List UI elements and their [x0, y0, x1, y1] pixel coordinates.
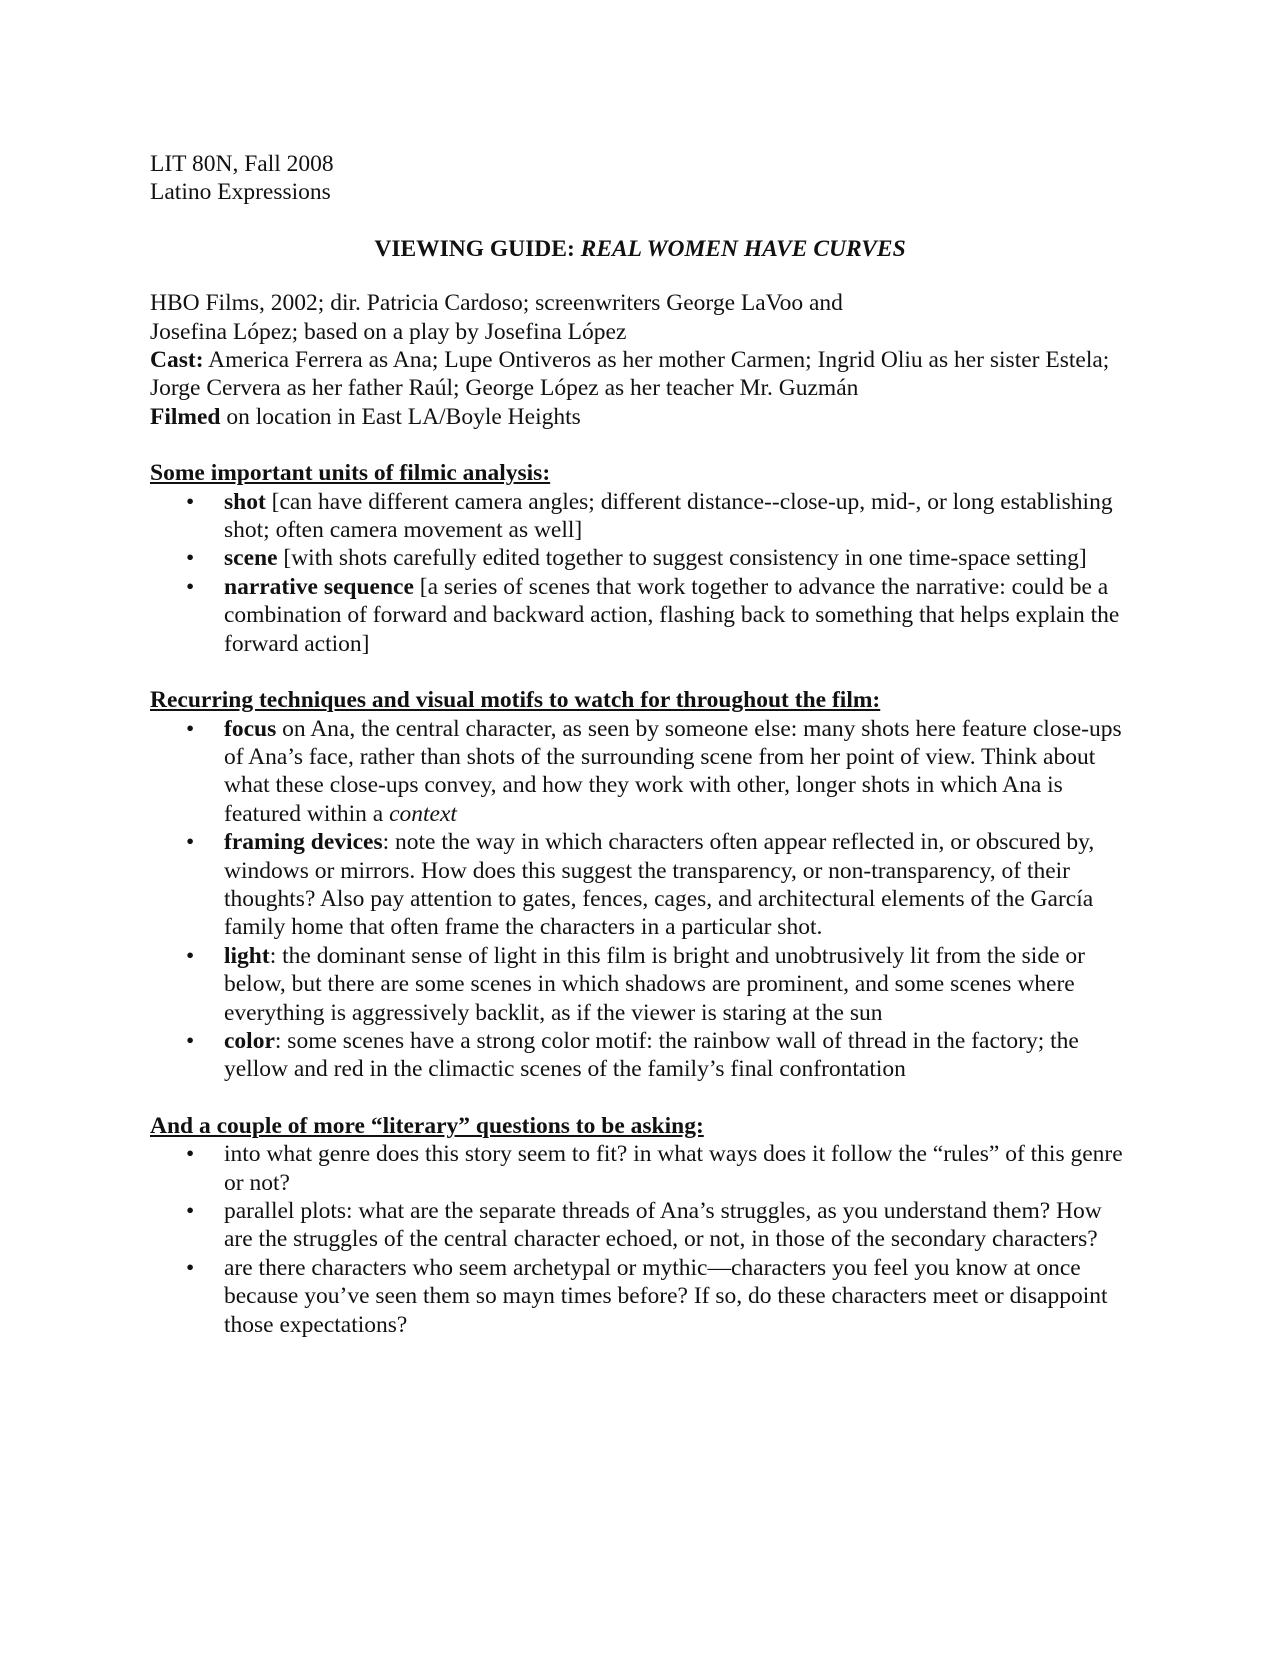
- item-term: framing devices: [224, 829, 383, 856]
- item-text: [with shots carefully edited together to suggest consistency in one time-space setting]: [277, 545, 1087, 572]
- film-credits: [150, 289, 1130, 431]
- item-term: focus: [224, 715, 277, 742]
- visual-motifs-list: [150, 715, 1130, 1084]
- page-title: [150, 235, 1130, 263]
- bullet-icon: •: [186, 829, 195, 856]
- item-term: light: [224, 942, 270, 969]
- item-text: [a series of scenes that work together to advance the narrative: could be a combination of forward and backward action, flashing back to something that helps explain the forward action]: [224, 573, 1120, 657]
- bullet-icon: •: [186, 573, 195, 600]
- filmic-units-list: [150, 488, 1130, 658]
- item-text: : some scenes have a strong color motif: the rainbow wall of thread in the factory; the yellow and red in the climactic scenes of the family’s final confrontation: [224, 1027, 1079, 1083]
- item-text: on Ana, the central character, as seen by someone else: many shots here feature close-ups of Ana’s face, rather than shots of the surrounding scene from her point of view. Think about what these close-ups convey, and how they work with other, longer shots in which Ana is featured within a: [224, 715, 1122, 827]
- list-item: [150, 942, 1130, 1027]
- filmed-label: Filmed: [150, 403, 221, 430]
- bullet-icon: •: [186, 545, 195, 572]
- list-item: [150, 1140, 1130, 1197]
- item-text: into what genre does this story seem to fit? in what ways does it follow the “rules” of this genre or not?: [224, 1141, 1123, 1196]
- list-item: [150, 1254, 1130, 1339]
- bullet-icon: •: [186, 715, 195, 742]
- item-text: : note the way in which characters often appear reflected in, or obscured by, windows or mirrors. How does this suggest the transparency, or non-transparency, of their thoughts? Also pay attention to gates, fences, cages, and architectural elements of the García family home that often frame the characters in a particular shot.: [224, 829, 1095, 941]
- list-item: [150, 715, 1130, 829]
- item-text: are there characters who seem archetypal or mythic—characters you feel you know at once because you’ve seen them so mayn times before? If so, do these characters meet or disappoint those expectations?: [224, 1254, 1108, 1338]
- item-text: parallel plots: what are the separate threads of Ana’s struggles, as you understand them? How are the struggles of the central character echoed, or not, in those of the secondary characters?: [224, 1198, 1102, 1253]
- item-text: : the dominant sense of light in this film is bright and unobtrusively lit from the side or below, but there are some scenes in which shadows are prominent, and some scenes where everything is aggressively backlit, as if the viewer is staring at the sun: [224, 942, 1085, 1026]
- item-term: color: [224, 1027, 275, 1054]
- section-heading-visual-motifs: Recurring techniques and visual motifs to watch for throughout the film:: [150, 687, 881, 714]
- title-prefix: VIEWING GUIDE:: [374, 235, 581, 262]
- film-title: REAL WOMEN HAVE CURVES: [580, 235, 906, 262]
- literary-questions-list: [150, 1140, 1130, 1339]
- bullet-icon: •: [186, 942, 195, 969]
- course-name: Latino Expressions: [150, 179, 331, 206]
- credits-line-2: Josefina López; based on a play by Josefina López: [150, 318, 627, 345]
- credits-line-1: HBO Films, 2002; dir. Patricia Cardoso; screenwriters George LaVoo and: [150, 290, 843, 317]
- section-heading-literary-questions: And a couple of more “literary” questions to be asking:: [150, 1112, 704, 1139]
- item-text: [can have different camera angles; different distance--close-up, mid-, or long establishing shot; often camera movement as well]: [224, 488, 1113, 544]
- list-item: [150, 544, 1130, 572]
- list-item: [150, 488, 1130, 545]
- bullet-icon: •: [186, 1027, 195, 1054]
- list-item: [150, 828, 1130, 942]
- filmed-line: [150, 403, 1130, 431]
- bullet-icon: •: [186, 1198, 195, 1224]
- item-italic-text: context: [389, 800, 457, 827]
- section-heading-filmic-units: Some important units of filmic analysis:: [150, 460, 551, 487]
- filmed-text: on location in East LA/Boyle Heights: [220, 403, 581, 430]
- document-page: [150, 150, 1130, 1339]
- bullet-icon: •: [186, 1141, 195, 1168]
- bullet-icon: •: [186, 488, 195, 515]
- course-code: LIT 80N, Fall 2008: [150, 151, 334, 177]
- cast-label: Cast:: [150, 347, 204, 374]
- item-term: shot: [224, 488, 266, 515]
- cast-line: [150, 346, 1130, 403]
- item-term: narrative sequence: [224, 573, 414, 600]
- list-item: [150, 1197, 1130, 1254]
- bullet-icon: •: [186, 1254, 195, 1281]
- list-item: [150, 1027, 1130, 1084]
- list-item: [150, 573, 1130, 658]
- cast-text: America Ferrera as Ana; Lupe Ontiveros as her mother Carmen; Ingrid Oliu as her sister Estela; Jorge Cervera as her father Raúl; George López as her teacher Mr. Guzmán: [150, 347, 1110, 402]
- item-term: scene: [224, 545, 278, 572]
